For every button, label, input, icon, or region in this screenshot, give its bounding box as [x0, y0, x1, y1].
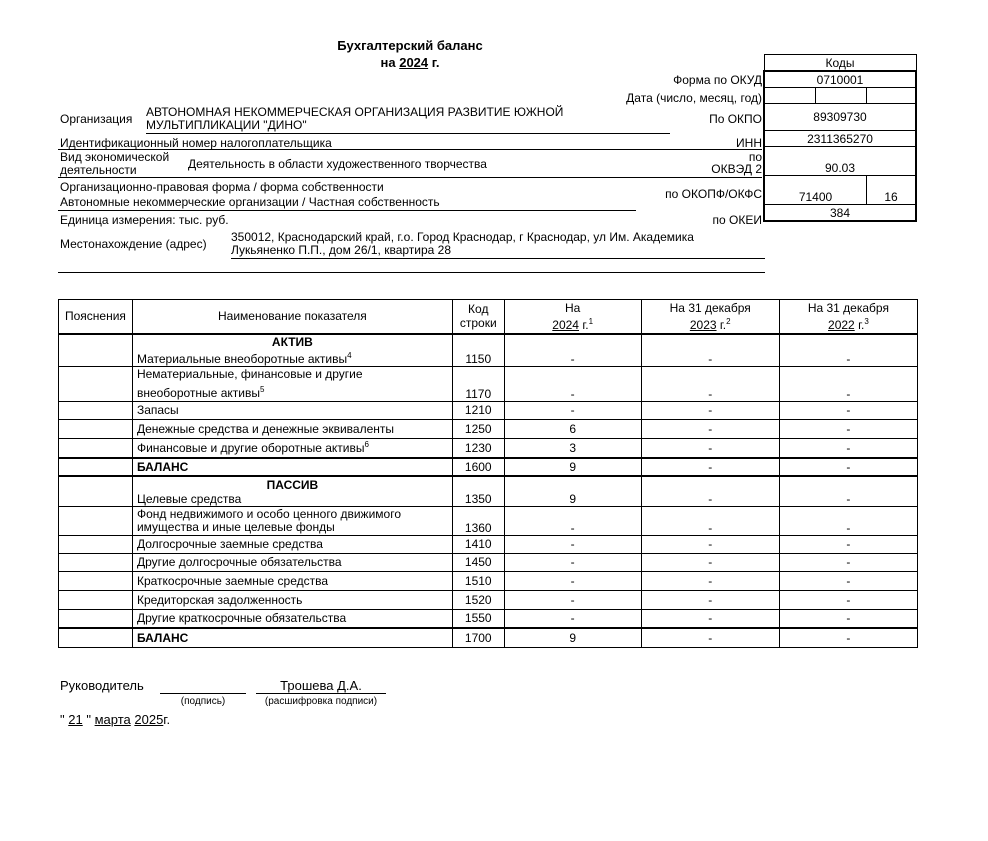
col-name: Наименование показателя: [132, 300, 452, 334]
notes-cell: [59, 476, 133, 506]
col-2024-footnote: 1: [588, 316, 594, 326]
row-value-2023: -: [641, 628, 779, 647]
period-line: [300, 55, 520, 70]
org-name: [146, 106, 563, 132]
okud-value: 0710001: [764, 71, 916, 88]
date-quote-close: ": [86, 712, 91, 727]
okei-label: по ОКЕИ: [712, 213, 762, 227]
row-name-label: Материальные внеоборотные активы: [136, 351, 348, 366]
table-row: [59, 476, 918, 506]
table-row: [59, 401, 918, 419]
row-code: 1520: [452, 590, 504, 609]
row-value-2024: 9: [504, 458, 641, 476]
col-2023-footnote: 2: [726, 316, 731, 326]
row-name: [132, 476, 452, 506]
table-row-total: [59, 458, 918, 476]
okei-value: 384: [764, 205, 916, 222]
date-year-suffix: г.: [163, 712, 171, 727]
notes-cell: [59, 401, 133, 419]
row-code: 1450: [452, 553, 504, 571]
row-code: 1700: [452, 628, 504, 647]
row-value-2022: -: [779, 366, 917, 401]
okud-label: Форма по ОКУД: [673, 73, 762, 87]
notes-cell: [59, 334, 133, 367]
row-value-2024: 6: [504, 419, 641, 438]
date-month: [816, 88, 867, 104]
row-code: 1250: [452, 419, 504, 438]
col-2023-suffix: г.: [719, 317, 727, 332]
notes-cell: [59, 628, 133, 647]
row-name: [132, 334, 452, 367]
opf-label: Организационно-правовая форма / форма собственности: [60, 180, 384, 194]
notes-cell: [59, 590, 133, 609]
address-underline-1: [231, 258, 765, 259]
table-row: [59, 506, 918, 535]
okved-value: 90.03: [764, 147, 916, 176]
row-value-2024: -: [504, 553, 641, 571]
activity-label-line1: Вид экономической: [60, 150, 170, 164]
row-value-2022: -: [779, 590, 917, 609]
row-value-2024: 9: [504, 628, 641, 647]
row-value-2022: -: [779, 401, 917, 419]
row-value-2022: -: [779, 419, 917, 438]
activity-label: [60, 151, 169, 177]
row-name: Кредиторская задолженность: [132, 590, 452, 609]
col-2024-line2: [509, 315, 637, 332]
row-footnote: 4: [347, 350, 352, 360]
row-value-2023: -: [641, 609, 779, 628]
opf-underline: [58, 210, 636, 211]
opf-value: Автономные некоммерческие организации / Частная собственность: [60, 195, 440, 209]
address-label: Местонахождение (адрес): [60, 237, 207, 251]
row-name-line1: Нематериальные, финансовые и другие: [136, 366, 363, 381]
row-name-label: Финансовые и другие оборотные активы: [136, 441, 365, 456]
col-2024: [504, 300, 641, 334]
date-year: [867, 88, 917, 104]
inn-label: Идентификационный номер налогоплательщика: [60, 136, 332, 150]
row-name-line2: [137, 382, 448, 401]
okfs-value: 16: [867, 176, 917, 205]
row-code: 1510: [452, 571, 504, 590]
col-2024-suffix: г.: [582, 317, 589, 332]
signature-caption: (подпись): [180, 696, 226, 707]
row-name: [132, 438, 452, 458]
col-2022-line1: На 31 декабря: [807, 300, 889, 315]
address-value: [231, 231, 694, 257]
unit-label: Единица измерения: тыс. руб.: [60, 213, 229, 227]
document-title: Бухгалтерский баланс: [337, 38, 483, 53]
row-name-line1: Фонд недвижимого и особо ценного движимого: [136, 506, 401, 521]
row-code: 1150: [452, 334, 504, 367]
row-value-2024: -: [504, 535, 641, 553]
org-name-line1: АВТОНОМНАЯ НЕКОММЕРЧЕСКАЯ ОРГАНИЗАЦИЯ РАЗВИТИЕ ЮЖНОЙ: [146, 105, 564, 119]
row-name: [132, 366, 452, 401]
inn-value: 2311365270: [764, 131, 916, 147]
row-name: Краткосрочные заемные средства: [132, 571, 452, 590]
address-line2: Лукьяненко П.П., дом 26/1, квартира 28: [231, 243, 452, 257]
row-code: 1350: [452, 476, 504, 506]
row-value-2023: -: [641, 334, 779, 367]
date-day: [764, 88, 816, 104]
table-row: [59, 438, 918, 458]
col-2024-line1: На: [564, 300, 581, 315]
notes-cell: [59, 366, 133, 401]
notes-cell: [59, 458, 133, 476]
row-value-2023: -: [641, 571, 779, 590]
row-value-2022: -: [779, 609, 917, 628]
col-2022-footnote: 3: [864, 316, 869, 326]
col-2022-year: 2022: [828, 317, 855, 332]
row-code: 1210: [452, 401, 504, 419]
row-value-2023: -: [641, 401, 779, 419]
period-year: 2024: [399, 55, 429, 70]
row-code: 1410: [452, 535, 504, 553]
row-name-text: [137, 349, 448, 366]
row-value-2024: -: [504, 366, 641, 401]
org-label: Организация: [60, 112, 133, 126]
col-2023: [641, 300, 779, 334]
row-code: 1360: [452, 506, 504, 535]
codes-box: [763, 54, 917, 222]
row-name: Долгосрочные заемные средства: [132, 535, 452, 553]
row-value-2023: -: [641, 366, 779, 401]
row-name: Другие долгосрочные обязательства: [132, 553, 452, 571]
table-row: [59, 419, 918, 438]
row-footnote: 6: [364, 440, 369, 450]
row-name: БАЛАНС: [132, 458, 452, 476]
row-name: Другие краткосрочные обязательства: [132, 609, 452, 628]
table-row: [59, 334, 918, 367]
col-notes: Пояснения: [59, 300, 133, 334]
row-name: [132, 506, 452, 535]
row-value-2023: -: [641, 506, 779, 535]
notes-cell: [59, 609, 133, 628]
table-row-total: [59, 628, 918, 647]
row-value-2024: -: [504, 506, 641, 535]
row-value-2024: -: [504, 571, 641, 590]
table-header: [59, 300, 918, 334]
okved-label-line2: ОКВЭД 2: [711, 162, 762, 176]
okpo-value: 89309730: [764, 104, 916, 131]
row-value-2024: -: [504, 401, 641, 419]
head-name: Трошева Д.А.: [280, 678, 362, 693]
row-value-2023: -: [641, 458, 779, 476]
col-code-line2: строки: [459, 316, 497, 331]
head-label: Руководитель: [60, 678, 144, 693]
okpo-label: По ОКПО: [709, 112, 762, 126]
okved-label: [711, 151, 762, 175]
notes-cell: [59, 506, 133, 535]
row-value-2023: -: [641, 590, 779, 609]
row-name: Денежные средства и денежные эквиваленты: [132, 419, 452, 438]
period-prefix: на: [380, 55, 396, 70]
row-name: Запасы: [132, 401, 452, 419]
notes-cell: [59, 438, 133, 458]
row-value-2022: -: [779, 458, 917, 476]
date-month: марта: [94, 712, 131, 727]
address-line1: 350012, Краснодарский край, г.о. Город Краснодар, г Краснодар, ул Им. Академика: [231, 230, 694, 244]
activity-value: Деятельность в области художественного творчества: [188, 157, 487, 171]
row-name: БАЛАНС: [132, 628, 452, 647]
row-value-2022: -: [779, 334, 917, 367]
col-2023-line1: На 31 декабря: [669, 300, 751, 315]
inn-label-right: ИНН: [736, 136, 762, 150]
date-quote-open: ": [60, 712, 65, 727]
row-value-2022: -: [779, 571, 917, 590]
org-underline: [146, 133, 670, 134]
table-row: [59, 590, 918, 609]
col-code-line1: Код: [468, 302, 489, 317]
codes-header: Коды: [764, 55, 916, 72]
row-value-2024: 9: [504, 476, 641, 506]
date-day: 21: [68, 712, 83, 727]
col-2023-year: 2023: [689, 317, 717, 332]
balance-table: [58, 299, 918, 648]
col-2022-line2: [784, 315, 913, 332]
row-value-2022: -: [779, 535, 917, 553]
col-2022-suffix: г.: [858, 317, 865, 332]
table-row: [59, 366, 918, 401]
org-name-line2: МУЛЬТИПЛИКАЦИИ "ДИНО": [146, 118, 307, 132]
row-value-2024: -: [504, 609, 641, 628]
row-value-2023: -: [641, 419, 779, 438]
row-value-2022: -: [779, 628, 917, 647]
activity-underline: [58, 177, 762, 178]
row-value-2023: -: [641, 438, 779, 458]
row-footnote: 5: [259, 384, 265, 394]
col-2022: [779, 300, 917, 334]
period-suffix: г.: [431, 55, 440, 70]
row-name-label: внеоборотные активы: [136, 385, 260, 400]
row-value-2024: -: [504, 590, 641, 609]
table-row: [59, 609, 918, 628]
row-value-2022: -: [779, 506, 917, 535]
col-2023-line2: [646, 315, 775, 332]
col-2024-year: 2024: [552, 317, 579, 332]
activity-label-line2: деятельности: [60, 163, 137, 177]
okopf-value: 71400: [764, 176, 867, 205]
signature-line: [160, 693, 246, 694]
section-liabilities: ПАССИВ: [266, 477, 319, 492]
row-code: 1170: [452, 366, 504, 401]
notes-cell: [59, 571, 133, 590]
col-code: [452, 300, 504, 334]
okved-label-line1: по: [748, 150, 762, 164]
row-value-2022: -: [779, 476, 917, 506]
address-underline-2: [58, 272, 765, 273]
row-code: 1230: [452, 438, 504, 458]
table-row: [59, 535, 918, 553]
row-name-line2: имущества и иные целевые фонды: [136, 519, 335, 534]
row-value-2022: -: [779, 438, 917, 458]
sign-date: [60, 712, 170, 727]
row-value-2023: -: [641, 553, 779, 571]
notes-cell: [59, 419, 133, 438]
row-code: 1600: [452, 458, 504, 476]
row-value-2024: 3: [504, 438, 641, 458]
decoding-line: [256, 693, 386, 694]
row-value-2023: -: [641, 535, 779, 553]
notes-cell: [59, 553, 133, 571]
date-year: 2025: [134, 712, 164, 727]
row-code: 1550: [452, 609, 504, 628]
section-assets: АКТИВ: [271, 334, 313, 349]
notes-cell: [59, 535, 133, 553]
row-value-2023: -: [641, 476, 779, 506]
table-row: [59, 553, 918, 571]
row-name-label: Целевые средства: [136, 491, 242, 506]
date-label: Дата (число, месяц, год): [626, 91, 762, 105]
okopf-label: по ОКОПФ/ОКФС: [665, 187, 762, 201]
row-value-2024: -: [504, 334, 641, 367]
table-row: [59, 571, 918, 590]
decoding-caption: (расшифровка подписи): [264, 696, 378, 707]
row-value-2022: -: [779, 553, 917, 571]
